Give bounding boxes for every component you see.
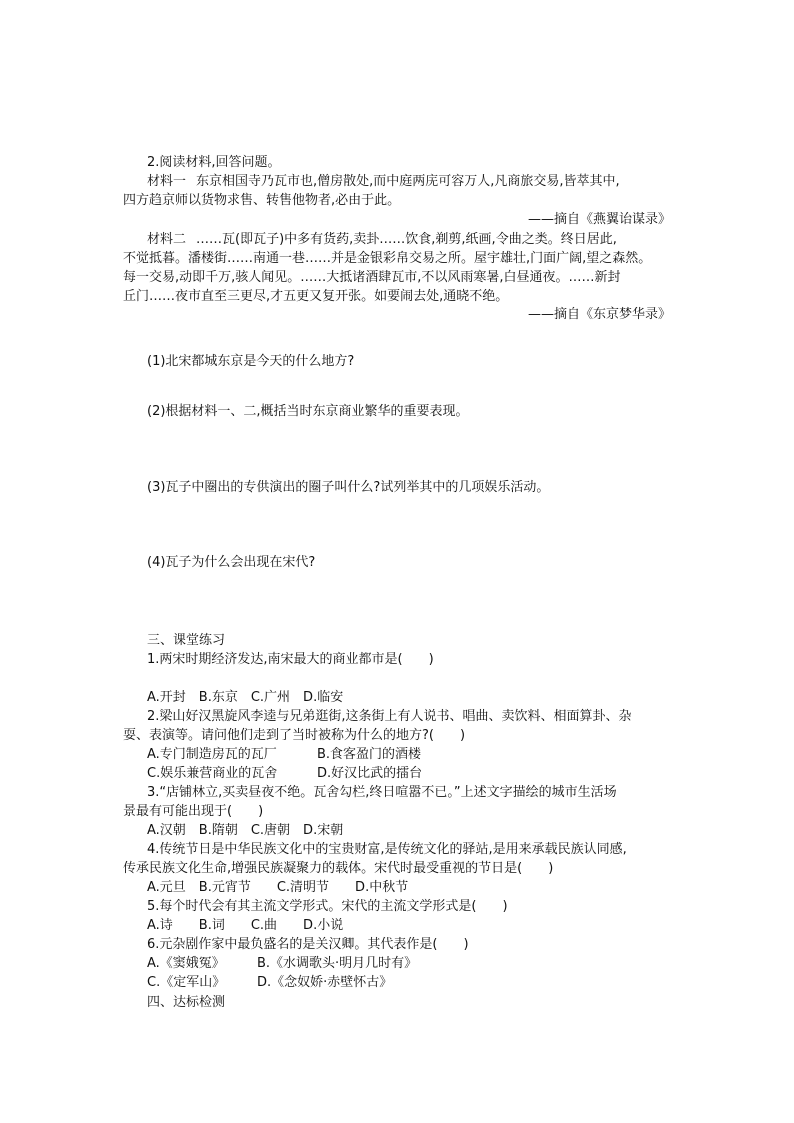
exercise-2-option-d: D.好汉比武的擂台 bbox=[317, 766, 423, 781]
material-1-text-1: 东京相国寺乃瓦市也,僧房散处,而中庭两庑可容万人,凡商旅交易,皆萃其中, bbox=[196, 174, 620, 189]
sub-question-3: (3)瓦子中圈出的专供演出的圈子叫什么?试列举其中的几项娱乐活动。 bbox=[147, 480, 550, 495]
exercise-3-stem-2: 景最有可能出现于( ) bbox=[123, 804, 264, 819]
exercise-2-stem-1: 2.梁山好汉黑旋风李逵与兄弟逛街,这条街上有人说书、唱曲、卖饮料、相面算卦、杂 bbox=[147, 709, 632, 724]
exercise-2-option-b: B.食客盈门的酒楼 bbox=[317, 747, 422, 762]
exercise-1-stem: 1.两宋时期经济发达,南宋最大的商业都市是( ) bbox=[147, 652, 434, 667]
exercise-6-stem: 6.元杂剧作家中最负盛名的是关汉卿。其代表作是( ) bbox=[147, 937, 469, 952]
exercise-1-options: A.开封 B.东京 C.广州 D.临安 bbox=[147, 690, 344, 705]
exercise-2-options-row-2 bbox=[0, 765, 794, 783]
section-4-heading: 四、达标检测 bbox=[147, 995, 226, 1010]
exercise-5-stem: 5.每个时代会有其主流文学形式。宋代的主流文学形式是( ) bbox=[147, 899, 508, 914]
material-2-line-1 bbox=[0, 231, 794, 249]
exercise-6-option-c: C.《定军山》 bbox=[147, 975, 226, 990]
material-2-source: ——摘自《东京梦华录》 bbox=[527, 307, 671, 322]
exercise-5-options: A.诗 B.词 C.曲 D.小说 bbox=[147, 918, 344, 933]
material-2-line-2: 不觉抵暮。潘楼街……南通一巷……并是金银彩帛交易之所。屋宇雄壮,门面广阔,望之森然。 bbox=[123, 251, 652, 266]
material-1-source: ——摘自《燕翼诒谋录》 bbox=[527, 212, 671, 227]
material-1-line-1 bbox=[0, 173, 794, 191]
material-2-label: 材料二 bbox=[147, 232, 187, 247]
exercise-2-options-row-1 bbox=[0, 746, 794, 764]
exercise-2-option-a: A.专门制造房瓦的瓦厂 bbox=[147, 747, 277, 762]
exercise-4-options: A.元旦 B.元宵节 C.清明节 D.中秋节 bbox=[147, 880, 409, 895]
material-2-line-4: 丘门……夜市直至三更尽,才五更又复开张。如要闹去处,通晓不绝。 bbox=[123, 289, 509, 304]
exercise-3-options: A.汉朝 B.隋朝 C.唐朝 D.宋朝 bbox=[147, 823, 344, 838]
sub-question-2: (2)根据材料一、二,概括当时东京商业繁华的重要表现。 bbox=[147, 404, 469, 419]
question-2-title: 2.阅读材料,回答问题。 bbox=[147, 155, 281, 170]
material-2-text-1: ……瓦(即瓦子)中多有货药,卖卦……饮食,剃剪,纸画,令曲之类。终日居此, bbox=[196, 232, 617, 247]
exercise-6-options-row-2 bbox=[0, 974, 794, 992]
section-3-heading: 三、课堂练习 bbox=[147, 633, 226, 648]
material-1-line-2: 四方趋京师以货物求售、转售他物者,必由于此。 bbox=[123, 193, 401, 208]
exercise-4-stem-2: 传承民族文化生命,增强民族凝聚力的载体。宋代时最受重视的节日是( ) bbox=[123, 861, 554, 876]
exercise-6-option-b: B.《水调歌头·明月几时有》 bbox=[257, 956, 418, 971]
exercise-4-stem-1: 4.传统节日是中华民族文化中的宝贵财富,是传统文化的驿站,是用来承载民族认同感, bbox=[147, 842, 627, 857]
sub-question-1: (1)北宋都城东京是今天的什么地方? bbox=[147, 354, 355, 369]
material-1-label: 材料一 bbox=[147, 174, 187, 189]
sub-question-4: (4)瓦子为什么会出现在宋代? bbox=[147, 555, 316, 570]
material-2-line-3: 每一交易,动即千万,骇人闻见。……大抵诸酒肆瓦市,不以风雨寒暑,白昼通夜。……新封 bbox=[123, 270, 621, 285]
exercise-6-options-row-1 bbox=[0, 955, 794, 973]
exercise-2-option-c: C.娱乐兼营商业的瓦舍 bbox=[147, 766, 278, 781]
exercise-6-option-a: A.《窦娥冤》 bbox=[147, 956, 225, 971]
exercise-2-stem-2: 耍、表演等。请问他们走到了当时被称为什么的地方?( ) bbox=[123, 728, 466, 743]
exercise-3-stem-1: 3.“店铺林立,买卖昼夜不绝。瓦舍勾栏,终日喧嚣不已。”上述文字描绘的城市生活场 bbox=[147, 785, 617, 800]
exercise-6-option-d: D.《念奴娇·赤壁怀古》 bbox=[257, 975, 393, 990]
